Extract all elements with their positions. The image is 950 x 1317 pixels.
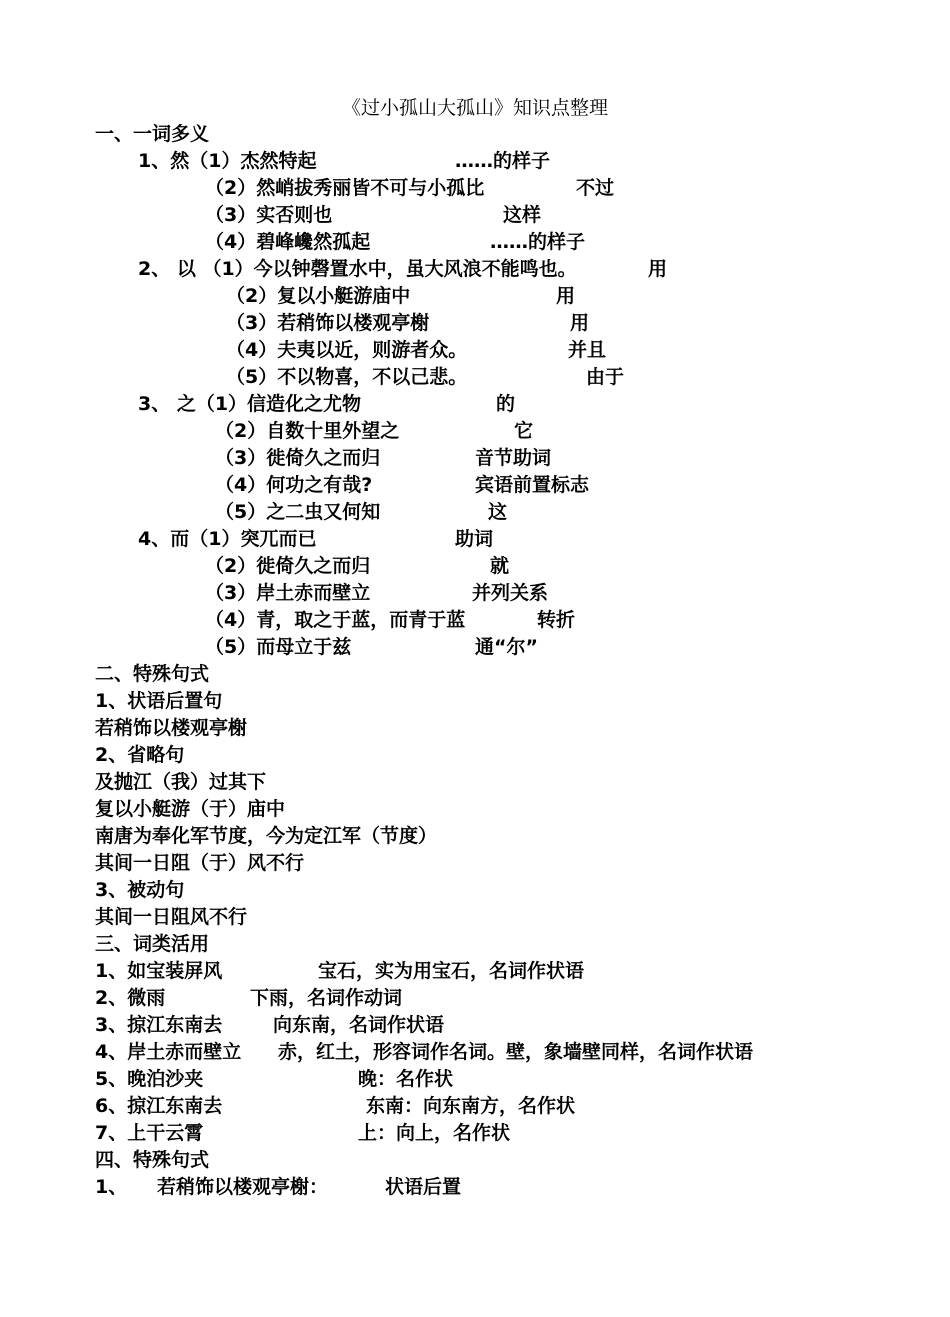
usage-example: 5、晚泊沙夹 bbox=[95, 1068, 204, 1090]
entry-meaning: 用 bbox=[556, 285, 576, 307]
section-heading: 一、一词多义 bbox=[95, 123, 210, 145]
content-line: 及抛江（我）过其下 bbox=[95, 771, 267, 793]
entry-meaning: 它 bbox=[514, 420, 534, 442]
usage-note: 东南：向东南方，名作状 bbox=[366, 1095, 576, 1117]
entry-label: 2、 以 （1）今以钟磬置水中，虽大风浪不能鸣也。 bbox=[138, 258, 577, 280]
content-line: 3、被动句 bbox=[95, 879, 185, 901]
content-line: 复以小艇游（于）庙中 bbox=[95, 798, 286, 820]
entry-example: （3）若稍饰以楼观亭榭 bbox=[226, 312, 430, 334]
entry-example: （3）徙倚久之而归 bbox=[215, 447, 381, 469]
usage-example: 6、掠江东南去 bbox=[95, 1095, 223, 1117]
usage-example: 7、上干云霄 bbox=[95, 1122, 204, 1144]
usage-example: 2、微雨 bbox=[95, 987, 166, 1009]
entry-example: （2）徙倚久之而归 bbox=[205, 555, 371, 577]
content-line: 若稍饰以楼观亭榭 bbox=[95, 717, 248, 739]
entry-meaning: 转折 bbox=[537, 609, 576, 631]
entry-example: （5）不以物喜，不以己悲。 bbox=[226, 366, 468, 388]
entry-meaning: 不过 bbox=[576, 177, 615, 199]
usage-note: 宝石，实为用宝石，名词作状语 bbox=[318, 960, 585, 982]
entry-example: （2）复以小艇游庙中 bbox=[226, 285, 411, 307]
entry-label: 3、 之（1）信造化之尤物 bbox=[138, 393, 362, 415]
usage-example: 3、掠江东南去 bbox=[95, 1014, 223, 1036]
entry-example: （2）自数十里外望之 bbox=[215, 420, 400, 442]
entry-example: （4）青，取之于蓝，而青于蓝 bbox=[205, 609, 466, 631]
entry-example: （5）之二虫又何知 bbox=[215, 501, 381, 523]
entry-example: （4）何功之有哉? bbox=[215, 474, 373, 496]
section-heading: 四、特殊句式 bbox=[95, 1149, 210, 1171]
entry-label: 1、然（1）杰然特起 bbox=[138, 150, 317, 172]
content-line: 南唐为奉化军节度，今为定江军（节度） bbox=[95, 825, 438, 847]
entry-example: （3）岸土赤而壁立 bbox=[205, 582, 371, 604]
entry-meaning: 由于 bbox=[586, 366, 625, 388]
entry-meaning: 音节助词 bbox=[475, 447, 552, 469]
entry-example: （3）实否则也 bbox=[205, 204, 333, 226]
entry-example: （2）然峭拔秀丽皆不可与小孤比 bbox=[205, 177, 485, 199]
entry-example: （5）而母立于兹 bbox=[205, 636, 352, 658]
content-line: 1、状语后置句 bbox=[95, 690, 223, 712]
section-heading: 三、词类活用 bbox=[95, 933, 210, 955]
content-line: 2、省略句 bbox=[95, 744, 185, 766]
entry-example: （4）夫夷以近，则游者众。 bbox=[226, 339, 468, 361]
entry-meaning: 就 bbox=[490, 555, 510, 577]
content-line: 其间一日阻风不行 bbox=[95, 906, 248, 928]
entry-meaning: 用 bbox=[570, 312, 590, 334]
entry-meaning: 的 bbox=[496, 393, 516, 415]
entry-meaning: ……的样子 bbox=[490, 231, 586, 253]
entry-meaning: 这样 bbox=[503, 204, 542, 226]
entry-meaning: ……的样子 bbox=[455, 150, 551, 172]
entry-example: （4）碧峰巉然孤起 bbox=[205, 231, 371, 253]
sentence-example: 若稍饰以楼观亭榭： bbox=[157, 1176, 329, 1198]
sentence-note: 状语后置 bbox=[385, 1176, 462, 1198]
entry-meaning: 助词 bbox=[455, 528, 494, 550]
entry-meaning: 并列关系 bbox=[472, 582, 549, 604]
usage-example: 4、岸土赤而壁立 bbox=[95, 1041, 242, 1063]
usage-example: 1、如宝装屏风 bbox=[95, 960, 223, 982]
usage-note: 晚：名作状 bbox=[358, 1068, 454, 1090]
entry-meaning: 用 bbox=[648, 258, 668, 280]
entry-meaning: 这 bbox=[488, 501, 508, 523]
usage-note: 赤，红土，形容词作名词。壁，象墙壁同样，名词作状语 bbox=[278, 1041, 754, 1063]
usage-note: 向东南，名词作状语 bbox=[273, 1014, 445, 1036]
usage-note: 上：向上，名作状 bbox=[358, 1122, 511, 1144]
content-line: 其间一日阻（于）风不行 bbox=[95, 852, 305, 874]
entry-meaning: 并且 bbox=[568, 339, 607, 361]
item-number: 1、 bbox=[95, 1176, 128, 1198]
entry-label: 4、而（1）突兀而已 bbox=[138, 528, 317, 550]
entry-meaning: 宾语前置标志 bbox=[475, 474, 590, 496]
entry-meaning: 通“尔” bbox=[475, 636, 538, 658]
section-heading: 二、特殊句式 bbox=[95, 663, 210, 685]
usage-note: 下雨，名词作动词 bbox=[250, 987, 403, 1009]
page-title: 《过小孤山大孤山》知识点整理 bbox=[341, 97, 608, 119]
